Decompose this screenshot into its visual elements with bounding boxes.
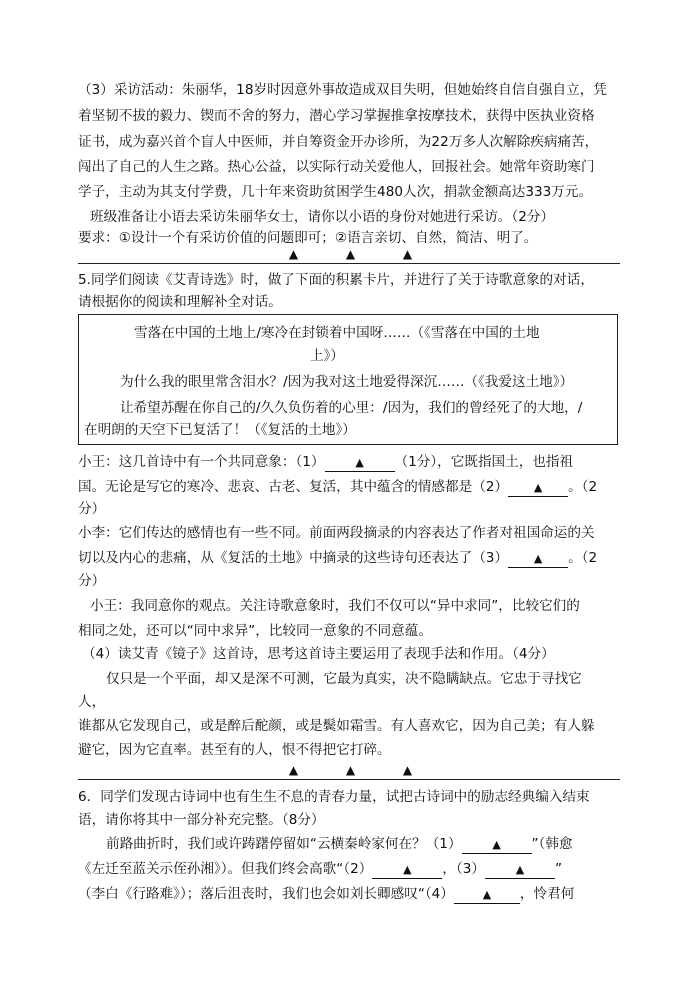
card-line-1: 雪落在中国的土地上/寒冷在封锁着中国呀……（《雪落在中国的土地 [134,325,540,341]
q6-intro-2: 语，请你将其中一部分补充完整。（8分） [78,812,325,828]
poem-blank-4[interactable] [454,887,520,904]
answer-blank-3[interactable] [508,551,568,568]
divider-1 [78,263,620,264]
xiaowang-line-1 [78,452,623,472]
xiaoli-line-3: 分） [78,573,106,589]
q6-line-2 [78,859,623,879]
xiaowang-text-1a: 小王：这几首诗中有一个共同意象：（1） [78,454,325,470]
q5-intro-1: 5.同学们阅读《艾青诗选》时，做了下面的积累卡片，并进行了关于诗歌意象的对话， [78,272,594,288]
q4-3-task: 班级准备让小语去采访朱丽华女士，请你以小语的身份对她进行采访。（2分） [90,209,555,225]
blank-triangle: ▲ [482,888,492,901]
xiaoli-line-1: 小李：它们传达的感情也有一些不同。前面两段摘录的内容表达了作者对祖国命运的关 [78,525,595,541]
q4-3-line-3: 证书，成为嘉兴首个盲人中医师，并自筹资金开办诊所，为22万多人次解除疾病痛苦， [78,134,599,150]
q6-text-2b: ，（3） [442,861,485,877]
q6-text-2c: ” [555,861,563,877]
xiaowang-text-2b: 。（2 [568,479,598,495]
poem-line-1: 仅只是一个平面，却又是深不可测，它最为真实，决不隐瞒缺点。它忠于寻找它 [106,671,582,687]
card-line-4: 让希望苏醒在你自己的/久久负伤着的心里：/因为，我们的曾经死了的大地，/ [120,400,583,416]
poem-blank-2[interactable] [372,862,442,879]
xiaowang-line-3: 分） [78,501,106,517]
xiaoli-text-2b: 。（2 [568,550,598,566]
q5-4-prompt: （4）读艾青《镜子》这首诗，思考这首诗主要运用了表现手法和作用。（4分） [82,646,555,662]
blank-triangle: ▲ [515,863,525,876]
xiaowang-line-2 [78,477,623,497]
poem-blank-3[interactable] [485,862,555,879]
divider-2 [78,779,620,780]
answer-triangles-2: ▲ ▲ ▲ [288,763,435,777]
xiaoli-text-2a: 切以及内心的悲痛，从《复活的土地》中摘录的这些诗句还表达了（3） [78,550,509,566]
blank-triangle: ▲ [355,456,364,469]
q4-3-line-1: （3）采访活动：朱丽华，18岁时因意外事故造成双目失明，但她始终自信自强自立，凭 [78,82,607,98]
q4-3-line-4: 闯出了自己的人生之路。热心公益，以实际行动关爱他人，回报社会。她常年资助寒门 [78,159,595,175]
q4-3-line-2: 着坚韧不拔的毅力、锲而不舍的努力，潜心学习掌握推拿按摩技术，获得中医执业资格 [78,108,595,124]
card-line-3: 为什么我的眼里常含泪水？/因为我对这土地爱得深沉……（《我爱这土地》） [120,374,574,390]
blank-triangle: ▲ [403,863,412,876]
q5-intro-2: 请根据你的阅读和理解补全对话。 [78,294,282,310]
xiaowang-line-4: 小王：我同意你的观点。关注诗歌意象时，我们不仅可以“异中求同”，比较它们的 [90,598,580,614]
blank-triangle: ▲ [533,552,543,565]
xiaowang-line-5: 相同之处，还可以“同中求异”，比较同一意象的不同意蕴。 [78,623,432,639]
q4-3-requirement: 要求：①设计一个有采访价值的问题即可；②语言亲切、自然，简洁、明了。 [78,230,538,246]
q6-text-1a: 前路曲折时，我们或许踌躇停留如“云横秦岭家何在？（1） [106,836,462,852]
q6-line-1 [106,834,623,854]
poem-blank-1[interactable] [462,837,532,854]
q4-3-line-5: 学子，主动为其支付学费，几十年来资助贫困学生480人次，捐款金额高达333万元。 [78,184,593,200]
blank-triangle: ▲ [492,838,501,851]
q6-text-2a: 《左迁至蓝关示侄孙湘》）。但我们终会高歌“（2） [78,861,373,877]
blank-triangle: ▲ [533,481,543,494]
answer-blank-1[interactable] [325,455,395,472]
q6-text-3a: （李白《行路难》）；落后沮丧时，我们也会如刘长卿感叹“（4） [78,886,454,902]
q6-line-3 [78,884,623,904]
answer-triangles-1: ▲ ▲ ▲ [288,247,435,261]
poem-line-3: 谁都从它发现自己，或是醉后酡颜，或是鬓如霜雪。有人喜欢它，因为自己美；有人躲 [78,718,595,734]
q6-text-3b: ，怜君何 [519,886,575,902]
xiaoli-line-2 [78,548,623,568]
xiaowang-text-1b: （1分），它既指国土，也指祖 [394,454,574,470]
xiaowang-text-2a: 国。无论是写它的寒冷、悲哀、古老、复活，其中蕴含的情感都是（2） [78,479,509,495]
card-line-2: 上》） [310,348,344,364]
card-line-5: 在明朗的天空下已复活了！（《复活的土地》） [84,422,356,438]
q6-intro-1: 6．同学们发现古诗词中也有生生不息的青春力量，试把古诗词中的励志经典编入结束 [78,789,590,805]
poem-line-2: 人， [78,694,106,710]
answer-blank-2[interactable] [508,480,568,497]
q6-text-1b: ”（韩愈 [531,836,573,852]
poem-line-4: 避它，因为它直率。甚至有的人，恨不得把它打碎。 [78,742,391,758]
